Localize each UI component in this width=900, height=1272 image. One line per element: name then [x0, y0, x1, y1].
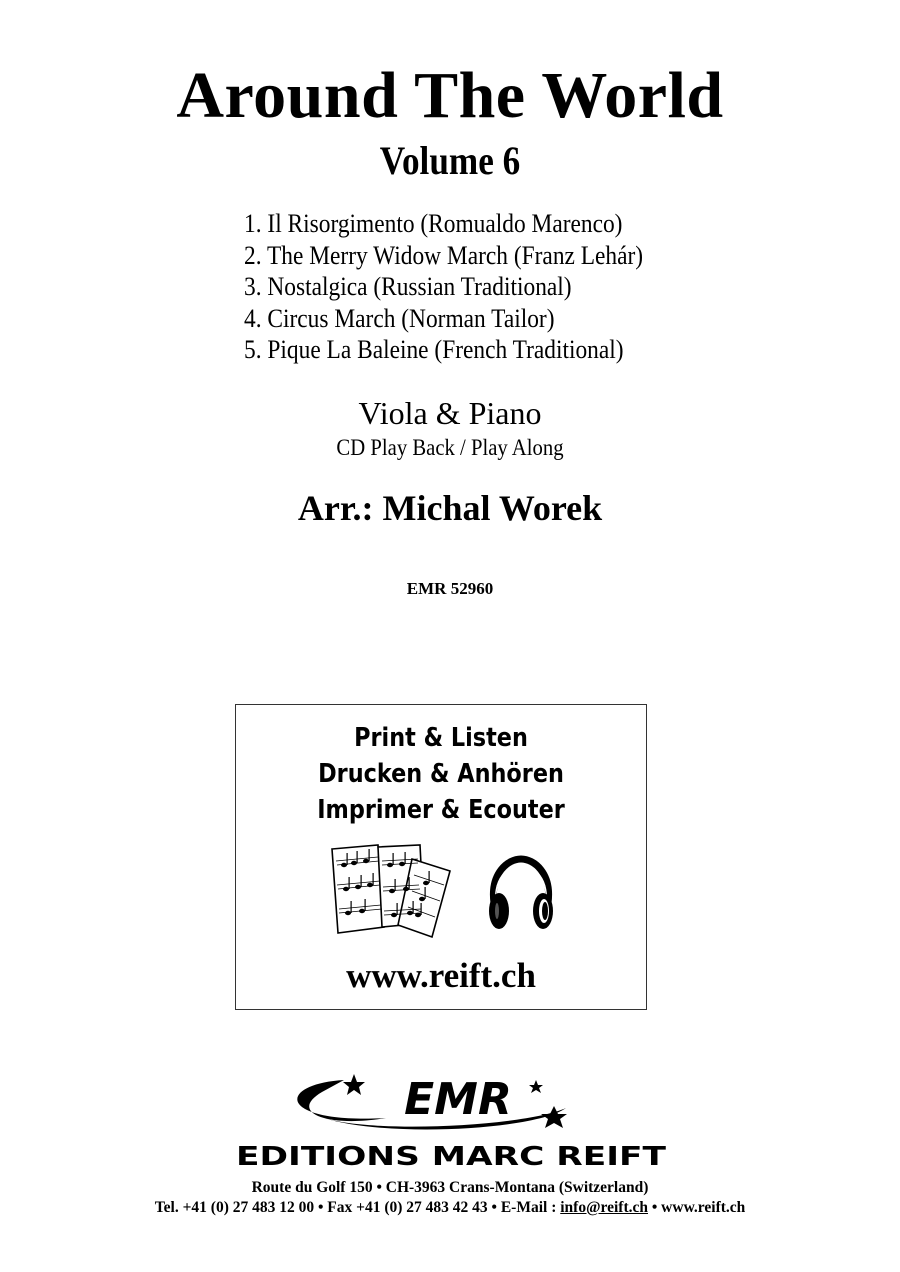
publisher-name: EDITIONS MARC REIFT: [236, 1142, 666, 1172]
sheet-music-icon: [328, 841, 464, 941]
promo-website[interactable]: www.reift.ch: [346, 956, 536, 995]
volume-subtitle: Volume 6: [379, 138, 521, 183]
contents-list: [244, 208, 748, 366]
contents-item: 3. Nostalgica (Russian Traditional): [244, 272, 572, 301]
swoosh-shape: [297, 1080, 386, 1121]
contact-phone-fax: Tel. +41 (0) 27 483 12 00 • Fax +41 (0) 27 483 42 43 • E-Mail :: [154, 1199, 561, 1216]
headphones-icon: [486, 855, 556, 935]
contents-item: 2. The Merry Widow March (Franz Lehár): [244, 240, 644, 270]
publisher-contact: [0, 1198, 900, 1218]
emr-logo-text: EMR: [404, 1074, 512, 1125]
instrumentation: Viola & Piano: [358, 395, 542, 431]
promo-line-de: Drucken & Anhören: [318, 759, 564, 789]
promo-line-en: Print & Listen: [354, 723, 528, 753]
catalog-number: EMR 52960: [406, 579, 494, 598]
page-title: Around The World: [176, 59, 724, 132]
contents-item: 1. Il Risorgimento (Romualdo Marenco): [244, 209, 623, 238]
promo-line-fr: Imprimer & Ecouter: [317, 795, 565, 825]
publisher-address: Route du Golf 150 • CH-3963 Crans-Montana (Switzerland): [251, 1179, 649, 1196]
star-icon: [529, 1080, 543, 1093]
emr-logo: [236, 1072, 666, 1172]
contents-item: 5. Pique La Baleine (French Traditional): [244, 335, 624, 364]
print-listen-box: [235, 704, 647, 1010]
arranger: Arr.: Michal Worek: [297, 488, 603, 528]
contact-website: • www.reift.ch: [648, 1199, 746, 1216]
play-along-note: CD Play Back / Play Along: [336, 435, 564, 460]
contents-item: 4. Circus March (Norman Tailor): [244, 303, 555, 333]
email-link[interactable]: info@reift.ch: [560, 1199, 648, 1216]
star-icon: [343, 1074, 365, 1095]
